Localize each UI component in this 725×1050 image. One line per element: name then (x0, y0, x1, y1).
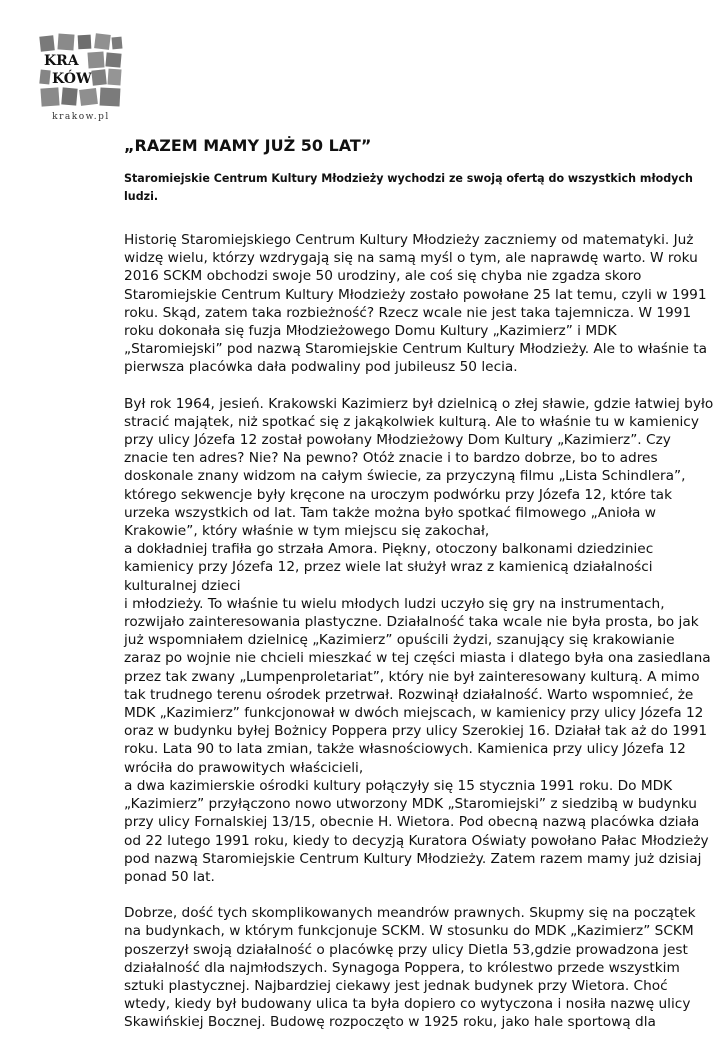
paragraph-line: znacie ten adres? Nie? Na pewno? Otóż znacie i to bardzo dobrze, bo to adres (124, 450, 658, 467)
paragraph-line: na budynkach, w którym funkcjonuje SCKM. W stosunku do MDK „Kazimierz” SCKM (124, 923, 694, 940)
paragraph-line: i młodzieży. To właśnie tu wielu młodych ludzi uczyło się gry na instrumentach, (124, 595, 665, 612)
paragraph-line: doskonale znany widzom na całym świecie, za przyczyną filmu „Lista Schindlera”, (124, 468, 686, 485)
paragraph-line: Był rok 1964, jesień. Krakowski Kazimierz był dzielnicą o złej sławie, gdzie łatwiej było (124, 395, 714, 412)
paragraph-line: pod nazwą Staromiejskie Centrum Kultury Młodzieży. Zatem razem mamy już dzisiaj (124, 850, 702, 867)
krakow-logo-caption: krakow.pl (52, 112, 110, 122)
paragraph-line: a dokładniej trafiła go strzała Amora. Piękny, otoczony balkonami dziedziniec (124, 541, 654, 558)
paragraph-line: zaraz po wojnie nie chcieli mieszkać w tej części miasta i dlatego była ona zasiedlana (124, 650, 711, 667)
article-title: „RAZEM MAMY JUŻ 50 LAT” (124, 136, 372, 155)
paragraph-line: Krakowie”, który właśnie w tym miejscu się zakochał, (124, 523, 490, 540)
paragraph-line: urzeka wszystkich od lat. Tam także można było spotkać filmowego „Anioła w (124, 504, 656, 521)
krakow-logo-text-2: KÓW (52, 71, 92, 87)
paragraph-line: Historię Staromiejskiego Centrum Kultury Młodzieży zaczniemy od matematyki. Już (124, 232, 694, 248)
paragraph-line: którego sekwencje były kręcone na uroczym podwórku przy Józefa 12, które tak (124, 486, 673, 503)
paragraph-line: 2016 SCKM obchodzi swoje 50 urodziny, ale coś się chyba nie zgadza skoro (124, 268, 642, 285)
paragraph-line: a dwa kazimierskie ośrodki kultury połączyły się 15 stycznia 1991 roku. Do MDK (124, 777, 673, 794)
paragraph-line: przy ulicy Józefa 12 został powołany Młodzieżowy Dom Kultury „Kazimierz”. Czy (124, 432, 671, 449)
krakow-logo-text-1: KRA (44, 53, 79, 69)
paragraph-line: od 22 lutego 1991 roku, kiedy to decyzją Kuratora Oświaty powołano Pałac Młodzieży (124, 832, 709, 849)
article-paragraph (124, 904, 724, 1031)
paragraph-line: „Staromiejski” pod nazwą Staromiejskie Centrum Kultury Młodzieży. Ale to właśnie ta (124, 341, 708, 358)
paragraph-line: stracić majątek, niż spotkać się z jakąkolwiek kulturą. Ale to właśnie tu w kamienicy (124, 413, 699, 430)
article-body (124, 231, 724, 1050)
paragraph-line: kamienicy przy Józefa 12, przez wiele lat służył wraz z kamienicą działalności (124, 559, 653, 576)
paragraph-line: Dobrze, dość tych skomplikowanych meandrów prawnych. Skupmy się na początek (124, 905, 696, 922)
paragraph-line: widzę wielu, którzy wzdrygają się na samą myśl o tym, ale naprawdę warto. W roku (124, 250, 698, 267)
paragraph-line: oraz w budynku byłej Bożnicy Poppera przy ulicy Szerokiej 16. Działał tak aż do 1991 (124, 723, 708, 740)
paragraph-line: ponad 50 lat. (124, 868, 215, 885)
krakow-logo-mark (38, 33, 124, 111)
paragraph-line: przez tak zwany „Lumpenproletariat”, który nie był zainteresowany kulturą. A mimo (124, 668, 700, 685)
article-paragraph (124, 231, 724, 377)
paragraph-line: „Kazimierz” przyłączono nowo utworzony MDK „Staromiejski” z siedzibą w budynku (124, 796, 697, 813)
paragraph-line: Staromiejskie Centrum Kultury Młodzieży zostało powołane 25 lat temu, czyli w 1991 (124, 286, 707, 303)
paragraph-line: MDK „Kazimierz” funkcjonował w dwóch miejscach, w kamienicy przy ulicy Józefa 12 (124, 705, 704, 722)
paragraph-line: tak trudnego terenu ośrodek przetrwał. Rozwinął działalność. Warto wspomnieć, że (124, 686, 694, 703)
paragraph-line: sztuki plastycznej. Najbardziej ciekawy jest jednak budynek przy Wietora. Choć (124, 977, 668, 994)
paragraph-line: wtedy, kiedy był budowany ulica ta była dopiero co wytyczona i nosiła nazwę ulicy (124, 996, 691, 1013)
paragraph-line: już wspomniałem dzielnicę „Kazimierz” opuścili żydzi, szanujący się krakowianie (124, 632, 675, 649)
paragraph-line: roku dokonała się fuzja Młodzieżowego Domu Kultury „Kazimierz” i MDK (124, 323, 617, 340)
article-lead: Staromiejskie Centrum Kultury Młodzieży wychodzi ze swoją ofertą do wszystkich młodych ludzi. (124, 172, 693, 203)
paragraph-line: Skawińskiej Bocznej. Budowę rozpoczęto w 1925 roku, jako hale sportową dla (124, 1014, 656, 1031)
paragraph-line: kulturalnej dzieci (124, 577, 241, 594)
paragraph-line: pierwsza placówka dała podwaliny pod jubileusz 50 lecia. (124, 359, 518, 376)
paragraph-line: roku. Lata 90 to lata zmian, także własnościowych. Kamienica przy ulicy Józefa 12 (124, 741, 686, 758)
article-paragraph (124, 395, 724, 886)
paragraph-line: roku. Skąd, zatem taka rozbieżność? Rzecz wcale nie jest taka tajemnicza. W 1991 (124, 304, 692, 321)
krakow-logo (38, 33, 124, 123)
paragraph-line: wróciła do prawowitych właścicieli, (124, 759, 364, 776)
paragraph-line: poszerzył swoją działalność o placówkę przy ulicy Dietla 53,gdzie prowadzona jest (124, 941, 688, 958)
paragraph-line: przy ulicy Fornalskiej 13/15, obecnie H. Wietora. Pod obecną nazwą placówka działa (124, 814, 700, 831)
paragraph-line: działalność dla najmłodszych. Synagoga Poppera, to królestwo przede wszystkim (124, 959, 680, 976)
paragraph-line: rozwijało zainteresowania plastyczne. Działalność taka wcale nie była prosta, bo jak (124, 614, 699, 631)
